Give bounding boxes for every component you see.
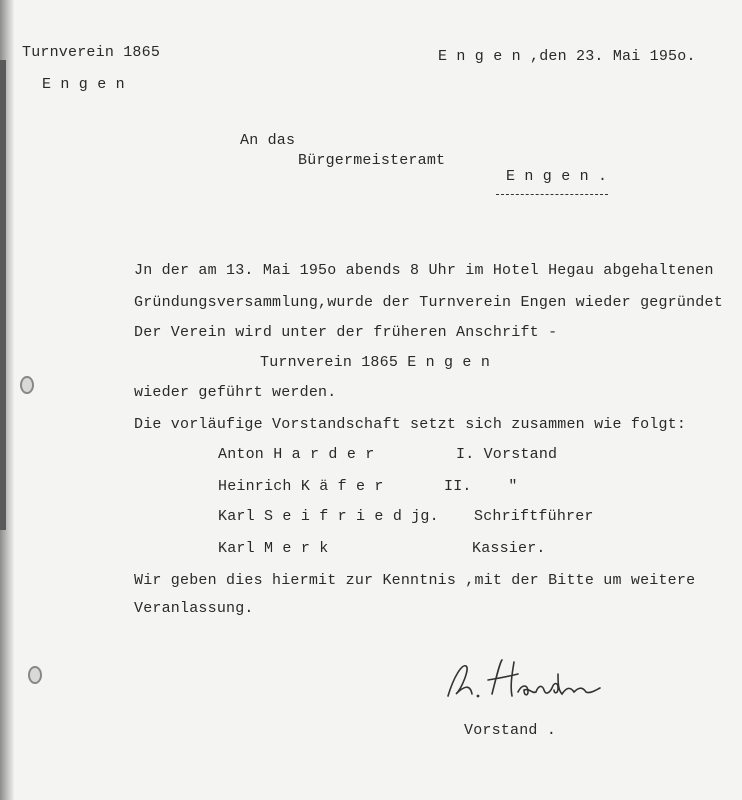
- punch-hole-icon: [20, 376, 34, 394]
- board-name: Heinrich K ä f e r: [218, 478, 384, 495]
- body-line-1: Jn der am 13. Mai 195o abends 8 Uhr im Hotel Hegau abgehaltenen: [134, 262, 714, 279]
- board-name: Karl S e i f r i e d jg.: [218, 508, 439, 525]
- body-line-6: Die vorläufige Vorstandschaft setzt sich zusammen wie folgt:: [134, 416, 687, 433]
- body-line-2: Gründungsversammlung,wurde der Turnverein Engen wieder gegründet: [134, 294, 723, 311]
- city-underline: [496, 194, 608, 195]
- org-name: Turnverein 1865: [22, 44, 161, 61]
- board-name: Anton H a r d e r: [218, 446, 375, 463]
- recipient-city: E n g e n .: [506, 168, 608, 185]
- board-role: Schriftführer: [474, 508, 594, 525]
- signature-title: Vorstand .: [464, 722, 557, 739]
- punch-hole-icon: [28, 666, 42, 684]
- closing-line-2: Veranlassung.: [134, 600, 254, 617]
- body-line-4: Turnverein 1865 E n g e n: [260, 354, 491, 371]
- recipient-line1: An das: [240, 132, 296, 149]
- board-role: II. ": [444, 478, 518, 495]
- body-line-3: Der Verein wird unter der früheren Anschrift -: [134, 324, 558, 341]
- handwritten-signature: [440, 648, 610, 708]
- board-role: I. Vorstand: [456, 446, 558, 463]
- board-role: Kassier.: [472, 540, 546, 557]
- org-city: E n g e n: [42, 76, 125, 93]
- recipient-line2: Bürgermeisteramt: [298, 152, 446, 169]
- closing-line-1: Wir geben dies hiermit zur Kenntnis ,mit der Bitte um weitere: [134, 572, 696, 589]
- board-name: Karl M e r k: [218, 540, 329, 557]
- binder-shadow: [0, 60, 6, 530]
- body-line-5: wieder geführt werden.: [134, 384, 337, 401]
- place-date: E n g e n ,den 23. Mai 195o.: [438, 48, 696, 65]
